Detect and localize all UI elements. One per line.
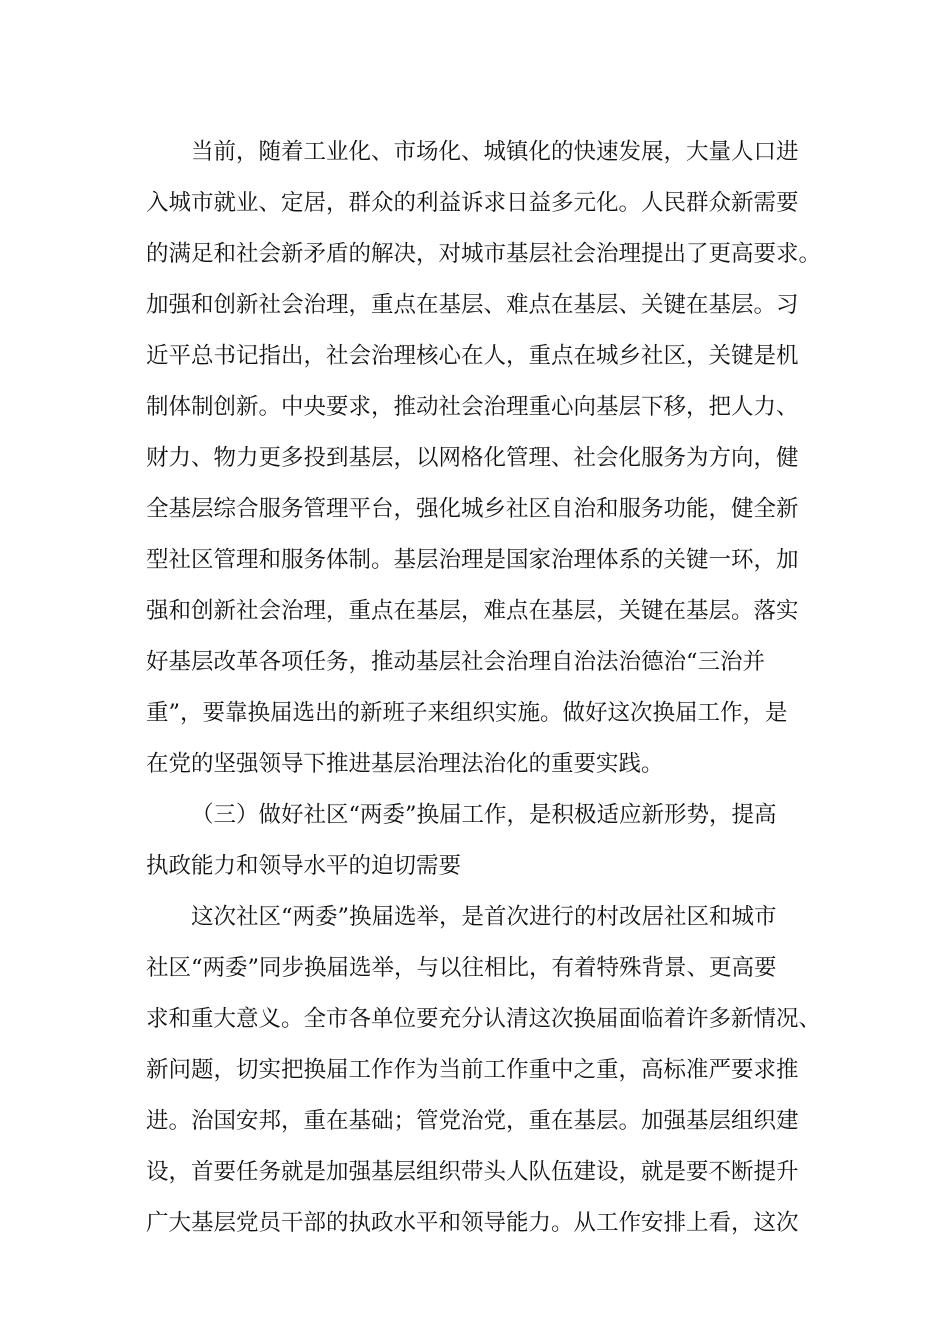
text-line: 进。治国安邦，重在基础；管党治党，重在基层。加强基层组织建 [146, 1108, 799, 1134]
text-line: 重”，要靠换届选出的新班子来组织实施。做好这次换届工作，是 [146, 700, 788, 726]
section-heading [146, 790, 806, 892]
paragraph-election [146, 892, 822, 1249]
paragraph-context [146, 127, 822, 790]
text-line: 设，首要任务就是加强基层组织带头人队伍建设，就是要不断提升 [146, 1159, 799, 1185]
text-line: 好基层改革各项任务，推动基层社会治理自治法治德治“三治并 [146, 649, 766, 675]
text-line: 加强和创新社会治理，重点在基层、难点在基层、关键在基层。习 [146, 292, 799, 318]
text-line: 入城市就业、定居，群众的利益诉求日益多元化。人民群众新需要 [146, 190, 799, 216]
text-line: 社区“两委”同步换届选举，与以往相比，有着特殊背景、更高要 [146, 955, 777, 981]
text-line: 新问题，切实把换届工作作为当前工作重中之重，高标准严要求推 [146, 1057, 799, 1083]
text-line: 的满足和社会新矛盾的解决，对城市基层社会治理提出了更高要求。 [146, 241, 822, 267]
heading-line: （三）做好社区“两委”换届工作，是积极适应新形势，提高 [191, 802, 777, 828]
heading-line: 执政能力和领导水平的迫切需要 [146, 853, 462, 879]
text-line: 财力、物力更多投到基层，以网格化管理、社会化服务为方向，健 [146, 445, 799, 471]
text-line: 这次社区“两委”换届选举，是首次进行的村改居社区和城市 [191, 904, 777, 930]
text-line: 当前，随着工业化、市场化、城镇化的快速发展，大量人口进 [191, 139, 799, 165]
text-line: 近平总书记指出，社会治理核心在人，重点在城乡社区，关键是机 [146, 343, 799, 369]
text-line: 强和创新社会治理，重点在基层，难点在基层，关键在基层。落实 [146, 598, 799, 624]
text-line: 求和重大意义。全市各单位要充分认清这次换届面临着许多新情况、 [146, 1006, 822, 1032]
text-line: 全基层综合服务管理平台，强化城乡社区自治和服务功能，健全新 [146, 496, 799, 522]
text-line: 型社区管理和服务体制。基层治理是国家治理体系的关键一环，加 [146, 547, 799, 573]
text-line: 制体制创新。中央要求，推动社会治理重心向基层下移，把人力、 [146, 394, 799, 420]
text-line: 在党的坚强领导下推进基层治理法治化的重要实践。 [146, 751, 664, 777]
text-line: 广大基层党员干部的执政水平和领导能力。从工作安排上看，这次 [146, 1210, 799, 1236]
document-body [146, 127, 822, 1249]
